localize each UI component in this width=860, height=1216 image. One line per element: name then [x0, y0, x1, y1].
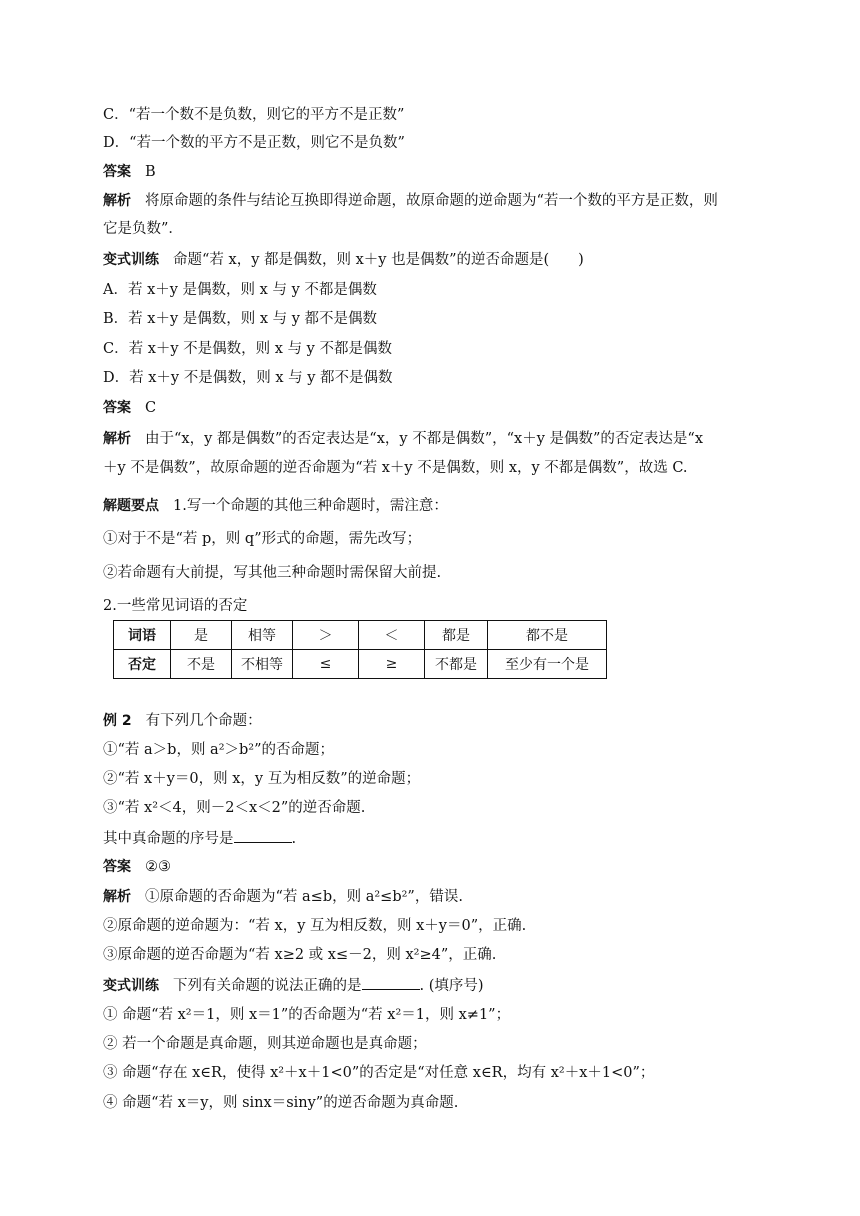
ask-text: 其中真命题的序号是 — [103, 831, 234, 847]
variant2-item-3: ③ 命题“存在 x∈R，使得 x²＋x＋1<0”的否定是“对任意 x∈R，均有 x²＋x＋1<0”； — [103, 1065, 655, 1081]
table-cell: ≤ — [293, 650, 359, 679]
question-text: 下列有关命题的说法正确的是 — [173, 978, 362, 994]
example2-analysis-2: ②原命题的逆命题为：“若 x，y 互为相反数，则 x＋y＝0”，正确. — [103, 918, 527, 934]
variant-label: 变式训练 — [103, 252, 159, 268]
variant2-question — [103, 975, 484, 996]
variant2-item-4: ④ 命题“若 x＝y，则 sinx＝siny”的逆否命题为真命题. — [103, 1095, 459, 1111]
analysis-label: 解析 — [103, 431, 131, 447]
answer-value: ②③ — [145, 859, 171, 875]
analysis-text: ①原命题的否命题为“若 a≤b，则 a²≤b²”，错误. — [145, 889, 463, 905]
analysis-text: 将原命题的条件与结论互换即得逆命题，故原命题的逆命题为“若一个数的平方是正数，则 — [145, 193, 718, 209]
example2-label: 例 2 — [103, 713, 132, 729]
answer-line — [103, 162, 156, 182]
table-cell: 不都是 — [425, 650, 488, 679]
keypoints-p2: 2.一些常见词语的否定 — [103, 598, 248, 614]
table-cell: 相等 — [232, 621, 293, 650]
variant2-item-1: ① 命题“若 x²＝1，则 x＝1”的否命题为“若 x²＝1，则 x≠1”； — [103, 1007, 511, 1023]
table-cell: 词语 — [114, 621, 171, 650]
example2-heading — [103, 711, 262, 731]
variant-option-a: A．若 x＋y 是偶数，则 x 与 y 不都是偶数 — [103, 282, 377, 298]
keypoints-p1b: ②若命题有大前提，写其他三种命题时需保留大前提. — [103, 565, 442, 581]
example2-analysis-1 — [103, 887, 463, 907]
option-d: D．“若一个数的平方不是正数，则它不是负数” — [103, 135, 405, 151]
table-cell: 至少有一个是 — [488, 650, 607, 679]
variant-option-d: D．若 x＋y 不是偶数，则 x 与 y 都不是偶数 — [103, 370, 393, 386]
table-row — [114, 650, 607, 679]
table-cell: 不相等 — [232, 650, 293, 679]
example2-s2: ②“若 x＋y＝0，则 x，y 互为相反数”的逆命题； — [103, 771, 421, 787]
keypoints-label: 解题要点 — [103, 498, 159, 514]
ask-end: . — [291, 831, 297, 847]
variant-analysis-2: ＋y 不是偶数”，故原命题的逆否命题为“若 x＋y 不是偶数，则 x，y 不都是偶数”，故选 C. — [103, 460, 688, 476]
question-end: . (填序号) — [419, 978, 484, 994]
variant-question — [103, 250, 584, 270]
keypoints-p1: 1.写一个命题的其他三种命题时，需注意： — [173, 498, 448, 514]
example2-s1: ①“若 a＞b，则 a²＞b²”的否命题； — [103, 742, 335, 758]
analysis-label: 解析 — [103, 193, 131, 209]
answer-label: 答案 — [103, 859, 131, 875]
keypoints-p1a: ①对于不是“若 p，则 q”形式的命题，需先改写； — [103, 531, 422, 547]
table-cell: 都不是 — [488, 621, 607, 650]
answer-label: 答案 — [103, 164, 131, 180]
table-cell: ＞ — [293, 621, 359, 650]
answer-value: C — [145, 400, 157, 416]
answer-label: 答案 — [103, 400, 131, 416]
answer-blank — [234, 828, 292, 843]
variant-answer — [103, 398, 156, 418]
analysis-label: 解析 — [103, 889, 131, 905]
table-cell: 不是 — [171, 650, 232, 679]
answer-value: B — [145, 164, 156, 180]
variant-label: 变式训练 — [103, 978, 159, 994]
analysis-text: 由于“x，y 都是偶数”的否定表达是“x，y 不都是偶数”，“x＋y 是偶数”的否定表达是“x — [145, 431, 703, 447]
example2-s3: ③“若 x²＜4，则－2＜x＜2”的逆否命题. — [103, 800, 366, 816]
variant2-item-2: ② 若一个命题是真命题，则其逆命题也是真命题； — [103, 1036, 427, 1052]
example2-ask — [103, 828, 296, 849]
table-row — [114, 621, 607, 650]
answer-blank — [362, 975, 420, 990]
table-cell: 是 — [171, 621, 232, 650]
table-cell: 都是 — [425, 621, 488, 650]
negation-table — [113, 620, 607, 679]
table-cell: ≥ — [359, 650, 425, 679]
variant-question-text: 命题“若 x，y 都是偶数，则 x＋y 也是偶数”的逆否命题是( ) — [173, 252, 584, 268]
example2-answer — [103, 857, 171, 877]
analysis-line-2: 它是负数”． — [103, 221, 183, 237]
table-cell: ＜ — [359, 621, 425, 650]
variant-analysis-1 — [103, 429, 703, 449]
analysis-line-1 — [103, 191, 718, 211]
example2-analysis-3: ③原命题的逆否命题为“若 x≥2 或 x≤－2，则 x²≥4”，正确. — [103, 947, 497, 963]
option-c: C．“若一个数不是负数，则它的平方不是正数” — [103, 107, 405, 123]
variant-option-b: B．若 x＋y 是偶数，则 x 与 y 都不是偶数 — [103, 311, 378, 327]
table-cell: 否定 — [114, 650, 171, 679]
example2-intro: 有下列几个命题： — [145, 713, 262, 729]
keypoints-heading — [103, 496, 448, 516]
variant-option-c: C．若 x＋y 不是偶数，则 x 与 y 不都是偶数 — [103, 341, 392, 357]
